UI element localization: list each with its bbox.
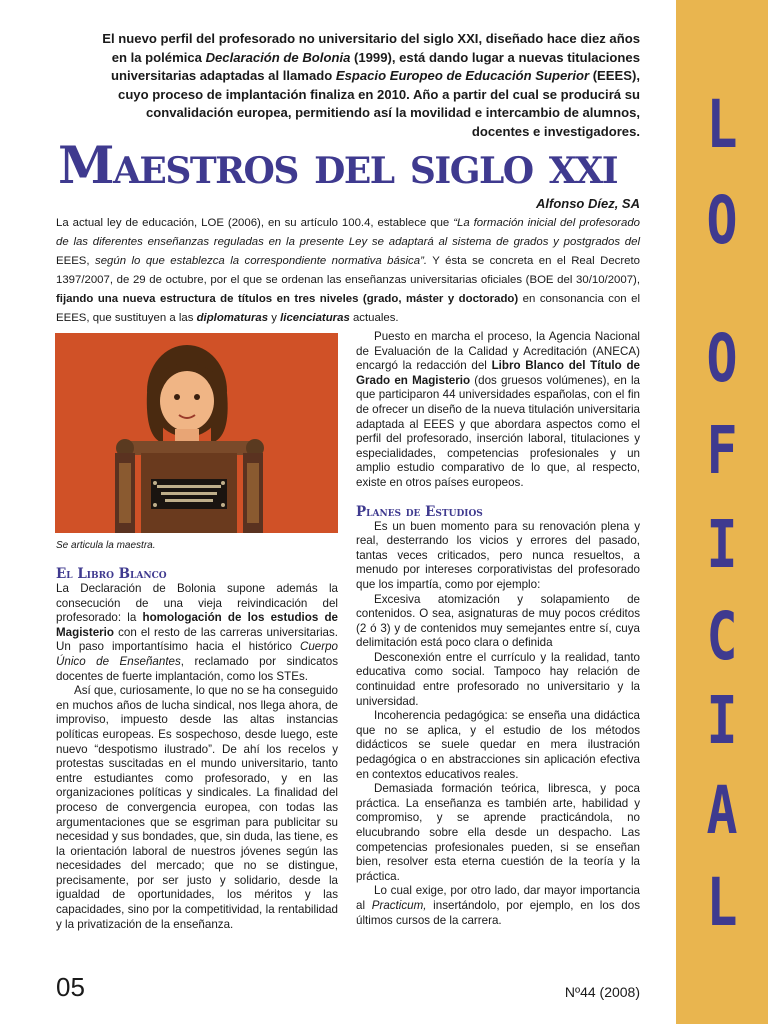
right-paragraph: Es un buen momento para su renovación plena y real, desterrando los vicios y errores del pasado, tantas veces criticados, pero nunca resueltos, a menudo por intereses corporativistas del profesorado que los impartía, como por ejemplo:	[356, 519, 640, 591]
sidebar-letter: C	[706, 598, 738, 675]
left-paragraph: La Declaración de Bolonia supone además la consecución de una vieja reivindicación del profesorado: la homologación de los estudios de Magisterio con el resto de las carreras universitarias. Un paso importantísimo hacia el histórico Cuerpo Único de Enseñantes, reclamado por sindicatos docentes de fuerte implantación, como los STEs.	[56, 582, 338, 683]
sidebar-letter: O	[706, 182, 738, 259]
sidebar-letter: I	[706, 682, 738, 759]
lead-paragraph: La actual ley de educación, LOE (2006), en su artículo 100.4, establece que “La formación inicial del profesorado de las diferentes enseñanzas reguladas en la presente Ley se adaptará al sistema de grados y postgrados del EEES, según lo que establezca la correspondiente normativa básica”. Y ésta se concreta en el Real Decreto 1397/2007, de 29 de octubre, por el que se ordenan las enseñanzas universitarias oficiales (BOE del 30/10/2007), fijando una nueva estructura de títulos en tres niveles (grado, máster y doctorado) en consonancia con el EEES, que sustituyen a las diplomaturas y licenciaturas actuales.	[56, 217, 641, 324]
author-byline: Alfonso Díez, SA	[535, 196, 640, 211]
intro-paragraph: El nuevo perfil del profesorado no universitario del siglo XXI, diseñado hace diez años en la polémica Declaración de Bolonia (1999), está dando lugar a nuevas titulaciones universitarias adaptadas al llamado Espacio Europeo de Educación Superior (EEES), cuyo proceso de implantación finaliza en 2010. Año a partir del cual se producirá su convalidación europea, permitiendo así la movilidad e intercambio de alumnos, docentes e investigadores.	[102, 31, 640, 139]
article-title: Maestros del siglo xxi	[58, 136, 618, 196]
sidebar-letter: O	[706, 320, 738, 397]
sidebar-letter: A	[706, 772, 738, 849]
sidebar-letter: L	[706, 86, 738, 163]
left-paragraph: Así que, curiosamente, lo que no se ha conseguido en muchos años de lucha sindical, nos llega ahora, de improviso, impuesto desde las altas instancias políticas europeas. Es sospechoso, desde luego, este nuevo “despotismo ilustrado”. De ahí los recelos y protestas suscitadas en el mundo universitario, tanto entre estudiantes como profesorado, y en las organizaciones políticas y sindicales. La finalidad del proceso de convergencia europea, con todas las argumentaciones que se esgriman para publicitar su necesidad y sus bondades, que, sin duda, las tiene, es la orientación laboral de nuestros jóvenes según las necesidades del mercado; que no se distingue, precisamente, por ser justo y solidario, desde la igualdad de oportunidades, los méritos y las capacidades, sino por la competitividad, la rentabilidad y la privatización de la enseñanza.	[56, 684, 338, 931]
girl-robot-illustration	[55, 333, 338, 533]
sidebar-letter: I	[706, 506, 738, 583]
section-heading-planes: Planes de Estudios	[356, 503, 483, 520]
right-paragraph: Desconexión entre el currículo y la realidad, tanto educativa como social. Tampoco hay relación de continuidad entre profesorado no universitario y la universidad.	[356, 650, 640, 708]
issue-number: Nº44 (2008)	[564, 984, 640, 1000]
right-paragraph: Excesiva atomización y solapamiento de contenidos. O sea, asignaturas de muy pocos créditos (2 ó 3) y de contenidos muy semejantes entre sí, cuya delimitación está poco clara o definida	[356, 592, 640, 650]
photo-caption: Se articula la maestra.	[56, 540, 156, 551]
right-paragraph: Demasiada formación teórica, libresca, y poca práctica. La enseñanza es también arte, habilidad y compromiso, y se aprende practicándola, no elucubrando sobre ella desde un despacho. Las competencias profesionales pueden, si se enseñan bien, resolver esta eterna cuestión de la teoría y la práctica.	[356, 782, 640, 883]
sidebar-letter: L	[706, 864, 738, 941]
right-paragraph: Lo cual exige, por otro lado, dar mayor importancia al Practicum, insertándolo, por ejemplo, en los dos últimos cursos de la carrera.	[356, 884, 640, 927]
left-column	[56, 566, 338, 932]
right-paragraph: Puesto en marcha el proceso, la Agencia Nacional de Evaluación de la Calidad y Acreditación (ANECA) encargó la redacción del Libro Blanco del Título de Grado en Magisterio (dos gruesos volúmenes), en la que participaron 44 universidades españolas, con el fin de ofrecer un diseño de la nueva titulación universitaria adaptada al EEES y que abordara aspectos como el perfil del profesorado, inserción laboral, titulaciones y especialidades, competencias profesionales y un amplio estudio comparativo de lo que, al respecto, existe en otros países europeos.	[356, 330, 640, 489]
page-number: 05	[56, 972, 85, 1002]
article-photo	[55, 333, 338, 533]
sidebar-band	[676, 0, 768, 1024]
sidebar-letter: F	[706, 412, 738, 489]
right-column	[356, 330, 640, 928]
section-heading-libro-blanco: El Libro Blanco	[56, 566, 167, 582]
right-paragraph: Incoherencia pedagógica: se enseña una didáctica que no se aplica, y el estudio de los métodos didácticos se suele quedar en mera ilustración pedagógica o en abstracciones sin aplicación efectiva en contextos educativos reales.	[356, 709, 640, 781]
